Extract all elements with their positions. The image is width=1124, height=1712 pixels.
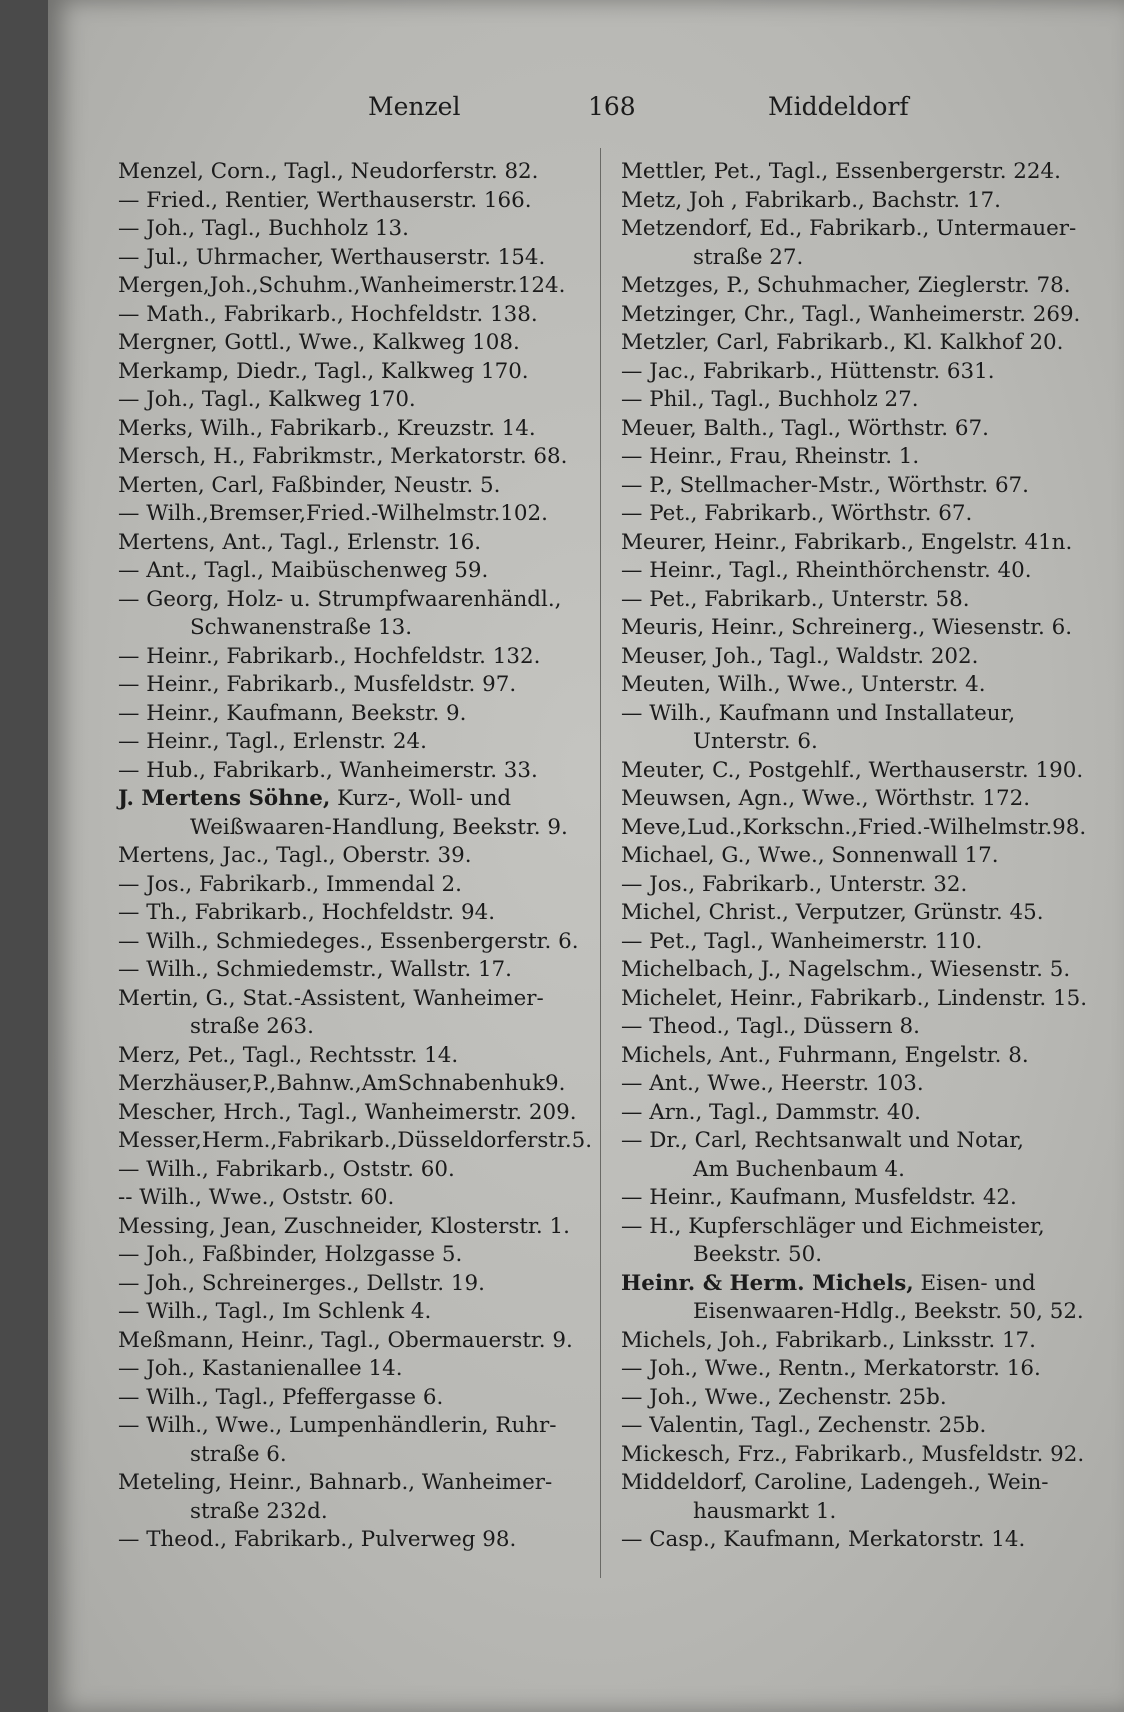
directory-entry: Mertens, Ant., Tagl., Erlenstr. 16. bbox=[118, 529, 482, 555]
directory-entry-continuation: straße 6. bbox=[190, 1441, 287, 1467]
directory-entry: — Ant., Wwe., Heerstr. 103. bbox=[621, 1071, 924, 1096]
directory-entry: — Joh., Schreinerges., Dellstr. 19. bbox=[118, 1270, 485, 1296]
directory-entry-continuation: Schwanenstraße 13. bbox=[190, 615, 413, 640]
directory-entry: — Wilh., Schmiedeges., Essenbergerstr. 6. bbox=[118, 928, 579, 954]
directory-entry: Messing, Jean, Zuschneider, Klosterstr. 1. bbox=[118, 1213, 570, 1239]
directory-entry: — Joh., Tagl., Buchholz 13. bbox=[118, 216, 409, 241]
directory-page bbox=[48, 0, 1124, 1712]
directory-entry: Merzhäuser,P.,Bahnw.,AmSchnabenhuk9. bbox=[118, 1071, 566, 1096]
directory-entry: — Valentin, Tagl., Zechenstr. 25b. bbox=[621, 1413, 987, 1438]
directory-entry: — Dr., Carl, Rechtsanwalt und Notar, bbox=[621, 1128, 1024, 1153]
directory-entry: — Ant., Tagl., Maibüschenweg 59. bbox=[118, 558, 489, 583]
directory-entry: Meteling, Heinr., Bahnarb., Wanheimer- bbox=[118, 1470, 553, 1495]
directory-entry: — Wilh., Fabrikarb., Oststr. 60. bbox=[118, 1156, 455, 1182]
directory-entry: — Joh., Tagl., Kalkweg 170. bbox=[118, 387, 416, 412]
firm-name: J. Mertens Söhne, bbox=[118, 786, 331, 811]
directory-entry bbox=[621, 1270, 1091, 1299]
directory-entry-continuation: Unterstr. 6. bbox=[693, 729, 818, 754]
directory-entry: — Hub., Fabrikarb., Wanheimerstr. 33. bbox=[118, 757, 538, 783]
directory-entry: Metzinger, Chr., Tagl., Wanheimerstr. 269. bbox=[621, 301, 1081, 327]
directory-entry: Meuser, Joh., Tagl., Waldstr. 202. bbox=[621, 643, 979, 669]
directory-entry: Michels, Ant., Fuhrmann, Engelstr. 8. bbox=[621, 1042, 1029, 1068]
directory-entry: — Jos., Fabrikarb., Immendal 2. bbox=[118, 871, 462, 897]
directory-entry-continuation: Beekstr. 50. bbox=[693, 1242, 823, 1267]
directory-entry: — Georg, Holz- u. Strumpfwaarenhändl., bbox=[118, 586, 562, 612]
column-divider bbox=[600, 148, 601, 1578]
directory-entry: — Fried., Rentier, Werthauserstr. 166. bbox=[118, 187, 532, 213]
directory-entry: Messer,Herm.,Fabrikarb.,Düsseldorferstr.5. bbox=[118, 1128, 593, 1153]
directory-entry: — Th., Fabrikarb., Hochfeldstr. 94. bbox=[118, 900, 496, 925]
directory-entry: — Pet., Fabrikarb., Wörthstr. 67. bbox=[621, 501, 973, 526]
directory-entry: Mickesch, Frz., Fabrikarb., Musfeldstr. 92. bbox=[621, 1441, 1085, 1467]
directory-entry: Meurer, Heinr., Fabrikarb., Engelstr. 41n. bbox=[621, 529, 1073, 555]
firm-name: Heinr. & Herm. Michels, bbox=[621, 1270, 914, 1296]
directory-entry: Meuter, C., Postgehlf., Werthauserstr. 190. bbox=[621, 757, 1084, 783]
directory-entry: — Joh., Wwe., Rentn., Merkatorstr. 16. bbox=[621, 1356, 1041, 1381]
entry-text: Kurz-, Woll- und bbox=[330, 786, 512, 811]
directory-entry: Merks, Wilh., Fabrikarb., Kreuzstr. 14. bbox=[118, 415, 536, 441]
directory-entry: Mergner, Gottl., Wwe., Kalkweg 108. bbox=[118, 330, 520, 355]
directory-entry: Michel, Christ., Verputzer, Grünstr. 45. bbox=[621, 900, 1044, 925]
directory-entry: -- Wilh., Wwe., Oststr. 60. bbox=[118, 1185, 395, 1210]
directory-entry: — Theod., Fabrikarb., Pulverweg 98. bbox=[118, 1527, 517, 1552]
directory-entry: Metzendorf, Ed., Fabrikarb., Untermauer- bbox=[621, 216, 1077, 241]
directory-entry: — H., Kupferschläger und Eichmeister, bbox=[621, 1213, 1045, 1239]
directory-entry bbox=[118, 785, 583, 814]
directory-entry: — Heinr., Tagl., Erlenstr. 24. bbox=[118, 729, 427, 754]
directory-entry: — Joh., Faßbinder, Holzgasse 5. bbox=[118, 1242, 463, 1267]
directory-entry: Merz, Pet., Tagl., Rechtsstr. 14. bbox=[118, 1042, 459, 1068]
directory-entry: — P., Stellmacher-Mstr., Wörthstr. 67. bbox=[621, 472, 1029, 498]
directory-entry: Merten, Carl, Faßbinder, Neustr. 5. bbox=[118, 472, 501, 498]
directory-entry: — Joh., Wwe., Zechenstr. 25b. bbox=[621, 1384, 947, 1410]
directory-entry: — Pet., Tagl., Wanheimerstr. 110. bbox=[621, 928, 983, 954]
directory-entry-continuation: hausmarkt 1. bbox=[693, 1498, 837, 1524]
directory-entry: Michelbach, J., Nagelschm., Wiesenstr. 5. bbox=[621, 957, 1071, 982]
directory-entry: Meve,Lud.,Korkschn.,Fried.-Wilhelmstr.98. bbox=[621, 814, 1087, 840]
directory-entry: — Jos., Fabrikarb., Unterstr. 32. bbox=[621, 871, 968, 897]
directory-entry: — Wilh., Tagl., Im Schlenk 4. bbox=[118, 1299, 432, 1324]
directory-entry: — Wilh., Wwe., Lumpenhändlerin, Ruhr- bbox=[118, 1413, 557, 1438]
directory-entry: — Heinr., Fabrikarb., Hochfeldstr. 132. bbox=[118, 643, 541, 669]
directory-entry: Michels, Joh., Fabrikarb., Linksstr. 17. bbox=[621, 1327, 1036, 1353]
header-right-keyword: Middeldorf bbox=[768, 92, 909, 121]
directory-entry: — Pet., Fabrikarb., Unterstr. 58. bbox=[621, 586, 970, 612]
directory-entry: Metzler, Carl, Fabrikarb., Kl. Kalkhof 20. bbox=[621, 330, 1064, 355]
directory-entry: Metzges, P., Schuhmacher, Zieglerstr. 78. bbox=[621, 273, 1071, 298]
directory-entry: Mettler, Pet., Tagl., Essenbergerstr. 224. bbox=[621, 159, 1061, 184]
directory-entry: — Casp., Kaufmann, Merkatorstr. 14. bbox=[621, 1527, 1026, 1552]
directory-entry: Mertens, Jac., Tagl., Oberstr. 39. bbox=[118, 843, 472, 868]
left-column bbox=[118, 158, 593, 1555]
directory-entry: — Wilh.,Bremser,Fried.-Wilhelmstr.102. bbox=[118, 501, 548, 526]
directory-entry: — Wilh., Tagl., Pfeffergasse 6. bbox=[118, 1384, 444, 1410]
directory-entry: Mergen,Joh.,Schuhm.,Wanheimerstr.124. bbox=[118, 273, 566, 298]
directory-entry: Meuwsen, Agn., Wwe., Wörthstr. 172. bbox=[621, 786, 1031, 811]
directory-entry: Mertin, G., Stat.-Assistent, Wanheimer- bbox=[118, 985, 544, 1011]
directory-entry-continuation: straße 263. bbox=[190, 1014, 314, 1039]
directory-entry-continuation: Eisenwaaren-Hdlg., Beekstr. 50, 52. bbox=[693, 1299, 1084, 1324]
header-left-keyword: Menzel bbox=[368, 92, 461, 121]
directory-entry: — Wilh., Kaufmann und Installateur, bbox=[621, 700, 1016, 726]
page-number: 168 bbox=[588, 92, 636, 121]
right-column bbox=[621, 158, 1091, 1555]
directory-entry: — Heinr., Kaufmann, Musfeldstr. 42. bbox=[621, 1185, 1017, 1210]
directory-entry-continuation: Am Buchenbaum 4. bbox=[693, 1156, 905, 1182]
directory-entry: Meßmann, Heinr., Tagl., Obermauerstr. 9. bbox=[118, 1327, 573, 1353]
directory-entry: — Heinr., Tagl., Rheinthörchenstr. 40. bbox=[621, 558, 1032, 583]
directory-entry: — Jul., Uhrmacher, Werthauserstr. 154. bbox=[118, 244, 546, 270]
directory-entry-continuation: straße 232d. bbox=[190, 1498, 328, 1524]
directory-entry: Menzel, Corn., Tagl., Neudorferstr. 82. bbox=[118, 159, 539, 184]
directory-entry: — Heinr., Kaufmann, Beekstr. 9. bbox=[118, 700, 467, 726]
directory-entry: — Wilh., Schmiedemstr., Wallstr. 17. bbox=[118, 957, 512, 982]
directory-entry: — Heinr., Fabrikarb., Musfeldstr. 97. bbox=[118, 672, 517, 697]
directory-entry: — Jac., Fabrikarb., Hüttenstr. 631. bbox=[621, 358, 995, 384]
directory-entry: Middeldorf, Caroline, Ladengeh., Wein- bbox=[621, 1470, 1049, 1495]
directory-entry: Metz, Joh , Fabrikarb., Bachstr. 17. bbox=[621, 187, 1001, 213]
directory-entry: Meuten, Wilh., Wwe., Unterstr. 4. bbox=[621, 672, 986, 697]
directory-entry: — Math., Fabrikarb., Hochfeldstr. 138. bbox=[118, 301, 538, 327]
directory-entry: — Phil., Tagl., Buchholz 27. bbox=[621, 387, 919, 412]
directory-entry: — Heinr., Frau, Rheinstr. 1. bbox=[621, 444, 920, 469]
directory-entry: — Theod., Tagl., Düssern 8. bbox=[621, 1014, 920, 1039]
directory-entry-continuation: straße 27. bbox=[693, 244, 804, 270]
directory-entry: Meuris, Heinr., Schreinerg., Wiesenstr. 6. bbox=[621, 615, 1073, 640]
directory-entry: — Joh., Kastanienallee 14. bbox=[118, 1356, 403, 1381]
directory-entry: Meuer, Balth., Tagl., Wörthstr. 67. bbox=[621, 415, 989, 441]
directory-entry: Mescher, Hrch., Tagl., Wanheimerstr. 209. bbox=[118, 1099, 577, 1125]
entry-text: Eisen- und bbox=[913, 1270, 1036, 1296]
directory-entry: — Arn., Tagl., Dammstr. 40. bbox=[621, 1099, 921, 1125]
directory-entry: Merkamp, Diedr., Tagl., Kalkweg 170. bbox=[118, 358, 529, 384]
page-header bbox=[48, 92, 1124, 132]
directory-entry: Mersch, H., Fabrikmstr., Merkatorstr. 68. bbox=[118, 444, 568, 469]
directory-entry: Michael, G., Wwe., Sonnenwall 17. bbox=[621, 843, 999, 868]
directory-entry-continuation: Weißwaaren-Handlung, Beekstr. 9. bbox=[190, 814, 568, 840]
directory-entry: Michelet, Heinr., Fabrikarb., Lindenstr. 15. bbox=[621, 985, 1088, 1011]
